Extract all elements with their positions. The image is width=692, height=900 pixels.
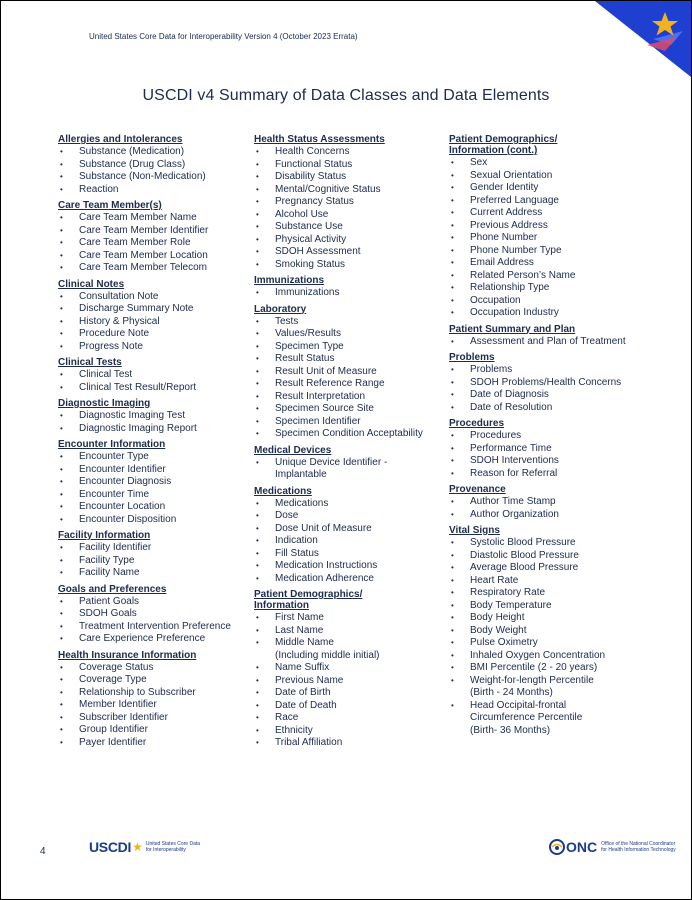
data-class-section — [449, 134, 649, 320]
data-element-item: • Progress Note — [58, 341, 248, 354]
data-element-item: • First Name — [254, 612, 444, 625]
data-element-item: • Related Person’s Name — [449, 270, 649, 283]
data-element-list — [254, 287, 444, 300]
data-element-item: • Specimen Condition Acceptability — [254, 428, 444, 441]
data-element-item: • History & Physical — [58, 316, 248, 329]
data-element-item: • Result Status — [254, 353, 444, 366]
data-element-list — [254, 498, 444, 586]
data-element-item: • Systolic Blood Pressure — [449, 537, 649, 550]
data-class-section — [58, 650, 248, 750]
data-class-section — [58, 200, 248, 275]
data-class-section — [254, 134, 444, 271]
data-class-section — [58, 279, 248, 354]
data-element-item: • Fill Status — [254, 548, 444, 561]
data-element-item: • Heart Rate — [449, 575, 649, 588]
data-element-item: • Immunizations — [254, 287, 444, 300]
data-class-section — [58, 530, 248, 580]
data-class-section — [254, 486, 444, 586]
data-element-list — [58, 662, 248, 750]
data-element-item: • Phone Number Type — [449, 245, 649, 258]
data-class-section — [449, 352, 649, 414]
onc-logo-tagline: Office of the National Coordinator for Health Information Technology — [601, 841, 676, 853]
data-element-item: • Preferred Language — [449, 195, 649, 208]
data-element-list — [58, 542, 248, 580]
data-element-list — [254, 316, 444, 441]
data-element-item: • Encounter Diagnosis — [58, 476, 248, 489]
data-element-item: • Health Concerns — [254, 146, 444, 159]
data-element-list — [58, 146, 248, 196]
data-class-section — [58, 134, 248, 196]
data-element-item: • Result Reference Range — [254, 378, 444, 391]
data-element-list — [449, 336, 649, 349]
data-element-item: • Patient Goals — [58, 596, 248, 609]
data-class-section — [254, 589, 444, 750]
data-element-item: • BMI Percentile (2 - 20 years) — [449, 662, 649, 675]
data-class-section — [254, 445, 444, 482]
data-element-item: • Coverage Status — [58, 662, 248, 675]
data-element-item: • Phone Number — [449, 232, 649, 245]
data-element-item: • Reaction — [58, 184, 248, 197]
data-class-section — [254, 275, 444, 300]
data-element-item: • Date of Resolution — [449, 402, 649, 415]
data-element-item: • Result Interpretation — [254, 391, 444, 404]
data-class-title: Patient Demographics/ Information (cont.) — [449, 134, 558, 156]
data-element-list — [58, 596, 248, 646]
data-class-title: Patient Summary and Plan — [449, 323, 576, 335]
data-element-item: • Diagnostic Imaging Report — [58, 423, 248, 436]
data-element-item: • Author Organization — [449, 509, 649, 522]
data-element-item: • Care Experience Preference — [58, 633, 248, 646]
column-2 — [254, 134, 444, 754]
data-class-title: Health Status Assessments — [254, 134, 385, 145]
data-element-item: • Email Address — [449, 257, 649, 270]
data-element-item: • Payer Identifier — [58, 737, 248, 750]
data-element-item: • Last Name — [254, 625, 444, 638]
data-element-item: • Date of Diagnosis — [449, 389, 649, 402]
data-element-list — [254, 612, 444, 750]
data-element-item: • Treatment Intervention Preference — [58, 621, 248, 634]
onc-globe-icon — [549, 839, 565, 855]
data-element-item: • Member Identifier — [58, 699, 248, 712]
data-element-list — [58, 369, 248, 394]
data-class-title: Clinical Tests — [58, 357, 122, 368]
data-element-item: • Facility Identifier — [58, 542, 248, 555]
data-element-item: • Pregnancy Status — [254, 196, 444, 209]
data-element-list — [449, 537, 649, 737]
data-element-item: • SDOH Problems/Health Concerns — [449, 377, 649, 390]
data-element-item: • Medication Adherence — [254, 573, 444, 586]
data-class-title: Provenance — [449, 484, 506, 495]
data-element-item: • Body Weight — [449, 625, 649, 638]
corner-star-decoration-icon — [595, 1, 691, 77]
data-class-section — [58, 439, 248, 526]
data-element-list — [254, 146, 444, 271]
running-header: United States Core Data for Interoperability Version 4 (October 2023 Errata) — [89, 32, 358, 41]
data-element-item: • Group Identifier — [58, 724, 248, 737]
data-element-item: • Substance Use — [254, 221, 444, 234]
data-class-section — [449, 418, 649, 480]
data-element-item: • Encounter Identifier — [58, 464, 248, 477]
uscdi-logo-word: USCDI — [89, 839, 132, 855]
data-element-item: • Care Team Member Role — [58, 237, 248, 250]
data-class-title: Patient Demographics/ Information — [254, 589, 363, 611]
data-element-item: • Date of Death — [254, 700, 444, 713]
data-element-item: • Unique Device Identifier - Implantable — [254, 457, 444, 482]
data-element-item: • Substance (Medication) — [58, 146, 248, 159]
data-class-section — [58, 357, 248, 394]
data-element-item: • Encounter Disposition — [58, 514, 248, 527]
data-class-title: Encounter Information — [58, 439, 166, 450]
data-class-title: Immunizations — [254, 275, 325, 286]
data-element-item: • Author Time Stamp — [449, 496, 649, 509]
data-element-item: • Encounter Type — [58, 451, 248, 464]
data-element-item: • Indication — [254, 535, 444, 548]
data-element-item: • Encounter Location — [58, 501, 248, 514]
data-class-title: Clinical Notes — [58, 278, 125, 290]
data-element-item: • Coverage Type — [58, 674, 248, 687]
uscdi-logo-tagline: United States Core Data for Interoperability — [145, 841, 201, 853]
column-3 — [449, 134, 649, 741]
data-element-item: • SDOH Goals — [58, 608, 248, 621]
data-element-item: • Body Temperature — [449, 600, 649, 613]
data-class-section — [449, 324, 649, 349]
data-element-item: • Care Team Member Location — [58, 250, 248, 263]
onc-logo-word: ONC — [566, 839, 598, 855]
data-element-item: • Discharge Summary Note — [58, 303, 248, 316]
data-element-item: • Alcohol Use — [254, 209, 444, 222]
data-element-item: • Weight-for-length Percentile (Birth - 24 Months) — [449, 675, 649, 700]
data-class-section — [449, 484, 649, 521]
data-element-list — [58, 212, 248, 275]
data-element-item: • Clinical Test Result/Report — [58, 382, 248, 395]
data-element-item: • Current Address — [449, 207, 649, 220]
data-class-section — [449, 525, 649, 737]
data-element-item: • Reason for Referral — [449, 468, 649, 481]
data-element-item: • Date of Birth — [254, 687, 444, 700]
data-element-list — [449, 430, 649, 480]
data-class-title: Health Insurance Information — [58, 649, 197, 661]
data-element-item: • Facility Name — [58, 567, 248, 580]
data-element-item: • Specimen Identifier — [254, 416, 444, 429]
data-element-item: • Care Team Member Telecom — [58, 262, 248, 275]
data-element-item: • Tribal Affiliation — [254, 737, 444, 750]
data-element-item: • Average Blood Pressure — [449, 562, 649, 575]
data-element-item: • SDOH Assessment — [254, 246, 444, 259]
data-element-item: • Smoking Status — [254, 259, 444, 272]
data-element-item: • Result Unit of Measure — [254, 366, 444, 379]
data-element-item: • Middle Name (Including middle initial) — [254, 637, 444, 662]
page-number: 4 — [40, 846, 46, 857]
data-class-title: Laboratory — [254, 303, 307, 315]
onc-logo — [549, 839, 681, 855]
data-element-item: • Care Team Member Name — [58, 212, 248, 225]
data-element-item: • Medications — [254, 498, 444, 511]
data-element-list — [449, 157, 649, 320]
data-element-item: • Head Occipital-frontal Circumference Percentile (Birth- 36 Months) — [449, 700, 649, 738]
data-class-title: Allergies and Intolerances — [58, 134, 183, 145]
data-class-title: Problems — [449, 352, 495, 363]
uscdi-logo — [89, 839, 216, 855]
data-element-list — [449, 496, 649, 521]
data-element-item: • Procedures — [449, 430, 649, 443]
data-element-item: • Disability Status — [254, 171, 444, 184]
data-element-item: • Name Suffix — [254, 662, 444, 675]
data-element-item: • Functional Status — [254, 159, 444, 172]
data-element-item: • Occupation Industry — [449, 307, 649, 320]
data-element-item: • Performance Time — [449, 443, 649, 456]
data-class-title: Care Team Member(s) — [58, 200, 162, 211]
data-element-item: • Respiratory Rate — [449, 587, 649, 600]
data-element-item: • Inhaled Oxygen Concentration — [449, 650, 649, 663]
data-element-item: • Diagnostic Imaging Test — [58, 410, 248, 423]
data-element-item: • Facility Type — [58, 555, 248, 568]
data-class-title: Procedures — [449, 418, 505, 429]
data-element-item: • Previous Name — [254, 675, 444, 688]
data-class-title: Medications — [254, 485, 312, 497]
data-element-list — [254, 457, 444, 482]
data-class-title: Diagnostic Imaging — [58, 398, 151, 409]
data-element-item: • Sexual Orientation — [449, 170, 649, 183]
data-element-item: • Encounter Time — [58, 489, 248, 502]
data-element-item: • Race — [254, 712, 444, 725]
star-icon: ★ — [132, 840, 143, 854]
data-element-item: • Substance (Non-Medication) — [58, 171, 248, 184]
data-element-item: • Values/Results — [254, 328, 444, 341]
column-1 — [58, 134, 248, 753]
data-element-list — [58, 410, 248, 435]
data-element-item: • Care Team Member Identifier — [58, 225, 248, 238]
data-element-item: • Medication Instructions — [254, 560, 444, 573]
data-element-item: • Dose — [254, 510, 444, 523]
data-element-list — [58, 451, 248, 526]
data-element-item: • Relationship Type — [449, 282, 649, 295]
data-element-list — [58, 291, 248, 354]
data-element-item: • Specimen Type — [254, 341, 444, 354]
data-element-item: • Subscriber Identifier — [58, 712, 248, 725]
data-element-item: • Relationship to Subscriber — [58, 687, 248, 700]
data-element-list — [449, 364, 649, 414]
data-class-section — [254, 304, 444, 441]
data-class-section — [58, 584, 248, 646]
data-element-item: • Previous Address — [449, 220, 649, 233]
data-element-item: • Consultation Note — [58, 291, 248, 304]
data-element-item: • Gender Identity — [449, 182, 649, 195]
data-element-item: • Assessment and Plan of Treatment — [449, 336, 649, 349]
data-class-title: Medical Devices — [254, 444, 332, 456]
data-class-title: Goals and Preferences — [58, 583, 167, 595]
data-element-item: • Pulse Oximetry — [449, 637, 649, 650]
data-element-item: • Dose Unit of Measure — [254, 523, 444, 536]
data-element-item: • Sex — [449, 157, 649, 170]
page-title: USCDI v4 Summary of Data Classes and Data Elements — [142, 87, 550, 104]
data-class-title: Vital Signs — [449, 525, 500, 536]
data-element-item: • SDOH Interventions — [449, 455, 649, 468]
data-element-item: • Procedure Note — [58, 328, 248, 341]
data-element-item: • Body Height — [449, 612, 649, 625]
data-element-item: • Diastolic Blood Pressure — [449, 550, 649, 563]
data-element-item: • Tests — [254, 316, 444, 329]
data-element-item: • Substance (Drug Class) — [58, 159, 248, 172]
data-element-item: • Clinical Test — [58, 369, 248, 382]
data-element-item: • Mental/Cognitive Status — [254, 184, 444, 197]
data-element-item: • Physical Activity — [254, 234, 444, 247]
data-element-item: • Problems — [449, 364, 649, 377]
data-element-item: • Occupation — [449, 295, 649, 308]
data-class-section — [58, 398, 248, 435]
data-element-item: • Ethnicity — [254, 725, 444, 738]
data-class-title: Facility Information — [58, 530, 151, 541]
data-element-item: • Specimen Source Site — [254, 403, 444, 416]
